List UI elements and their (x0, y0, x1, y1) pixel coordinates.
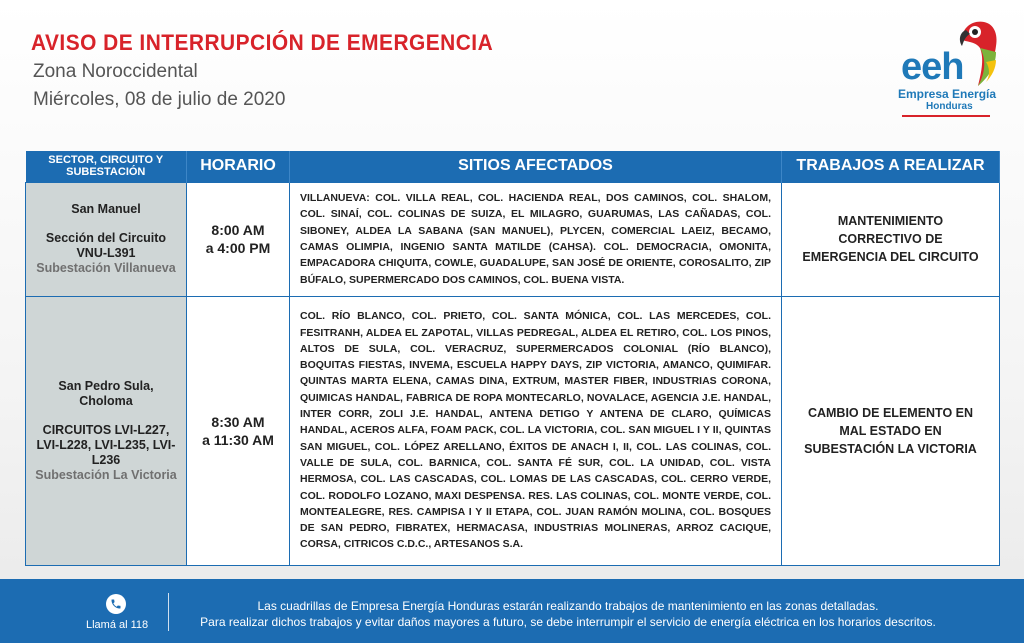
header-sector: SECTOR, CIRCUITO Y SUBESTACIÓN (26, 151, 187, 182)
schedule-cell (187, 182, 290, 296)
time-start: 8:30 AM (211, 413, 265, 430)
time-start: 8:00 AM (211, 222, 265, 238)
work-cell: CAMBIO DE ELEMENTO EN MAL ESTADO EN SUBESTACIÓN LA VICTORIA (782, 296, 1000, 565)
affected-sites-cell: COL. RÍO BLANCO, COL. PRIETO, COL. SANTA MÓNICA, COL. LAS MERCEDES, COL. FESITRANH, ALDEA EL ZAPOTAL, VILLAS PEDREGAL, ALDEA EL RETIRO, COL. LOS PINOS, ALTOS DE SULA, COL. VERACRUZ, SUPERMERCADOS COLONIAL (RÍO BLANCO), BOQUITAS FIESTAS, INVEMA, ESCUELA HAPPY DAYS, ZIP VICTORIA, AMANCO, QUIMIFAR. QUINTAS MARTA ELENA, CAMAS DINA, EXTRUM, MASTER FIBER, INDUSTRIAS CORONA, QUIMICAS HANDAL, FABRICA DE ROPA MONTECARLO, NOVALACE, AGENCIA J.E. HANDAL, INTER CORR, ZOLI J.E. HANDAL, ANTENA DETIGO Y ANTENA DE CLARO, QUÍMICAS HANDAL, ACEROS ALFA, FOAM PACK, COL. LA VICTORIA, COL. SAN MIGUEL I Y II, QUINTAS SAN MIGUEL, COL. LÓPEZ ARELLANO, ÉXITOS DE ANACH I, II, COL. LAS COLINAS, COL. VALLE DE SULA, COL. BARNICA, COL. SANTA FÉ SUR, COL. LA UNIDAD, COL. VISTA HERMOSA, COL. LAS CASCADAS, COL. LOMAS DE LAS CASCADAS, COL. CERRO VERDE, COL. RODOLFO LOZANO, MAXI DESPENSA. RES. LAS COLINAS, COL. MONTE VERDE, COL. MONTEALEGRE, RES. CAMPISA I Y II ETAPA, COL. JUAN RAMÓN MOLINA, COL. BOSQUES DE SAN PEDRO, FIBRATEX, HERMACASA, INDUSTRIAS MOLINERAS, ARROZ CACIQUE, CORSA, CITRICOS C.D.C., ARTESANOS S.A. (290, 296, 782, 565)
sector-name: San Manuel (71, 202, 141, 216)
logo-underline (902, 115, 990, 117)
footer-line-2: Para realizar dichos trabajos y evitar daños mayores a futuro, se debe interrumpir el servicio de energía eléctrica en los horarios descritos. (200, 615, 936, 629)
table-row (26, 182, 1000, 296)
logo-country: Honduras (926, 101, 973, 112)
circuit-label: CIRCUITOS LVI-L227, LVI-L228, LVI-L235, LVI-L236 (36, 422, 176, 467)
header-sitios: SITIOS AFECTADOS (290, 151, 782, 182)
affected-sites-cell: VILLANUEVA: COL. VILLA REAL, COL. HACIENDA REAL, DOS CAMINOS, COL. SHALOM, COL. SINAÍ, COL. COLINAS DE SUIZA, EL MILAGRO, GUARUMAS, LAS CAÑADAS, COL. SIBONEY, ALDEA LA SABANA (SAN MANUEL), PLYCEN, COMERCIAL LAEIZ, BECAMO, CAMAS OLIMPIA, INGENIO SANTA MATILDE (CAHSA). COL. DEMOCRACIA, OMONITA, EMPACADORA CHIQUITA, COWLE, GUADALUPE, SAN JOSÉ DE ORIENTE, COROSALITO, ZIP BÚFALO, SUPERMERCADO DOS CAMINOS, COL. BUENA VISTA. (290, 182, 782, 296)
work-cell: MANTENIMIENTO CORRECTIVO DE EMERGENCIA DEL CIRCUITO (782, 182, 1000, 296)
time-end: a 11:30 AM (202, 431, 274, 448)
table-header-row (26, 151, 1000, 182)
footer-divider (168, 593, 169, 631)
circuit-code: VNU-L391 (76, 246, 136, 260)
phone-icon[interactable] (106, 594, 126, 614)
footer-message (178, 598, 958, 630)
header-horario: HORARIO (187, 151, 290, 182)
substation-name: Subestación La Victoria (35, 467, 177, 482)
header-trabajos: TRABAJOS A REALIZAR (782, 151, 1000, 182)
eeh-logo (898, 18, 998, 118)
sector-cell (26, 296, 187, 565)
footer-line-1: Las cuadrillas de Empresa Energía Honduras estarán realizando trabajos de mantenimiento en las zonas detalladas. (257, 599, 879, 613)
logo-acronym: eeh (901, 46, 964, 88)
outage-table (25, 151, 1000, 566)
page-title: AVISO DE INTERRUPCIÓN DE EMERGENCIA (31, 30, 494, 55)
zone-subtitle: Zona Noroccidental (33, 61, 198, 82)
footer-banner (0, 579, 1024, 643)
date-subtitle: Miércoles, 08 de julio de 2020 (33, 89, 286, 110)
circuit-label: Sección del Circuito (45, 231, 167, 245)
sector-cell (26, 182, 187, 296)
schedule-cell (187, 296, 290, 565)
phone-label[interactable]: Llamá al 118 (86, 619, 149, 631)
substation-name: Subestación Villanueva (36, 261, 176, 275)
time-end: a 4:00 PM (205, 240, 271, 256)
sector-name: San Pedro Sula, Choloma (58, 378, 154, 408)
table-row (26, 296, 1000, 565)
logo-company-name: Empresa Energía (898, 87, 997, 101)
